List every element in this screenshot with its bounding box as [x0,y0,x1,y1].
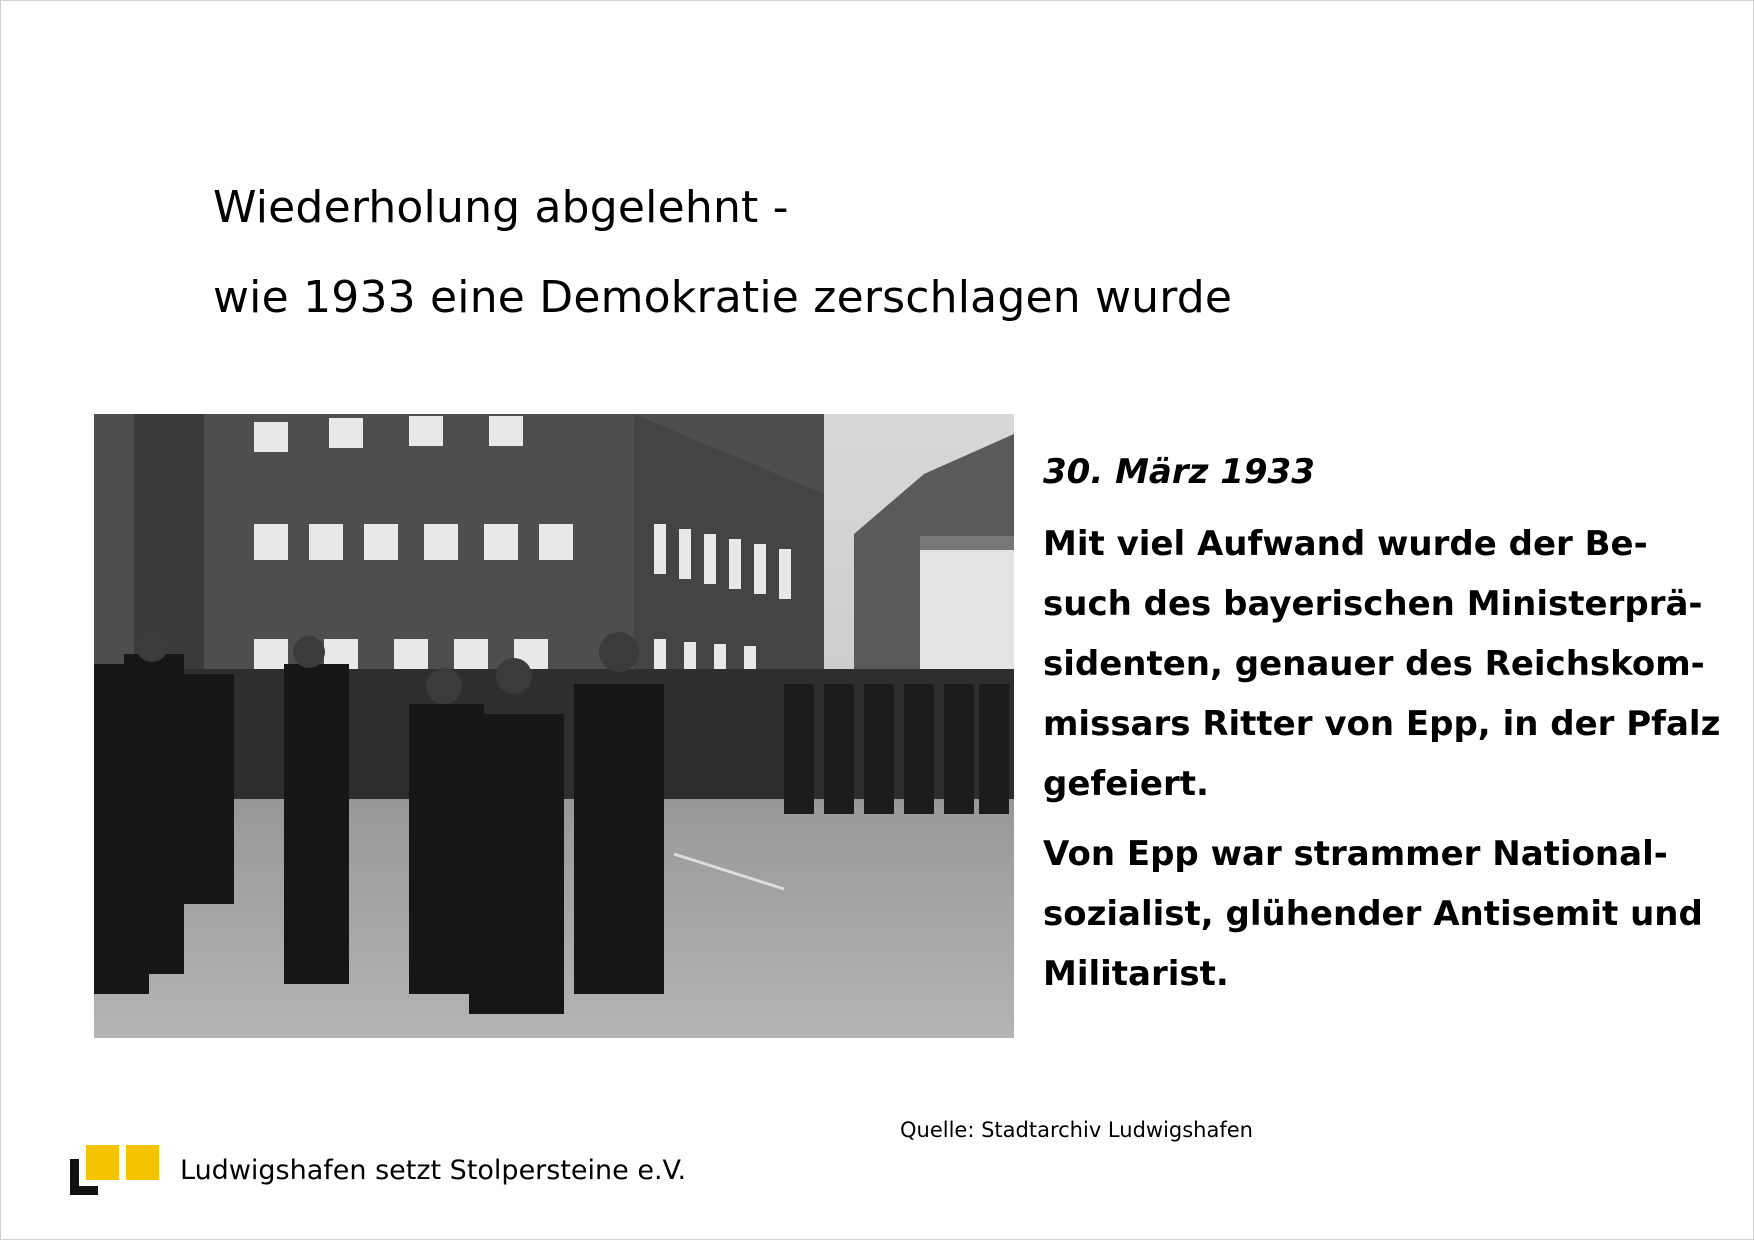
description-column [1043,452,1721,1014]
paragraph-1-line: sidenten, genauer des Reichskom- [1043,644,1705,684]
paragraph-1 [1043,514,1721,814]
paragraph-1-line: Mit viel Aufwand wurde der Be- [1043,524,1648,564]
historical-photo [94,414,1014,1038]
paragraph-1-line: missars Ritter von Epp, in der Pfalz [1043,704,1721,744]
paragraph-2-line: Militarist. [1043,954,1229,994]
event-date: 30. März 1933 [1043,452,1315,492]
paragraph-1-line: such des bayerischen Ministerprä- [1043,584,1703,624]
paragraph-2-line: sozialist, glühender Antisemit und [1043,894,1703,934]
paragraph-2-line: Von Epp war strammer National- [1043,834,1668,874]
historical-photo-icon [94,414,1014,1038]
title-line-1: Wiederholung abgelehnt - [213,182,789,233]
logo-black-bar [70,1186,98,1195]
title-line-2: wie 1933 eine Demokratie zerschlagen wurde [213,272,1233,323]
logo-yellow-square [86,1145,119,1180]
logo-yellow-square [126,1145,159,1180]
organization-logo [70,1145,160,1195]
organization-name: Ludwigshafen setzt Stolpersteine e.V. [180,1155,687,1186]
paragraph-1-line: gefeiert. [1043,764,1209,804]
photo-source: Quelle: Stadtarchiv Ludwigshafen [900,1118,1253,1142]
paragraph-2 [1043,824,1703,1004]
